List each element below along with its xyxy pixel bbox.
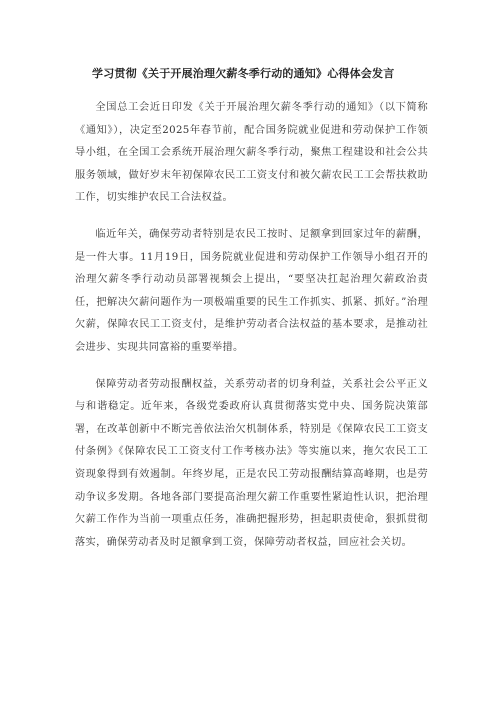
- document-body: [75, 97, 428, 568]
- paragraph-2: 临近年关，确保劳动者特别是农民工按时、足额拿到回家过年的薪酬，是一件大事。11月19日，国务院就业促进和劳动保护工作领导小组召开的治理欠薪冬季行动动员部署视频会上提出，“要坚决扛起治理欠薪政治责任，把解决欠薪问题作为一项极端重要的民生工作抓实、抓紧、抓好。”治理欠薪，保障农民工工资支付，是维护劳动者合法权益的基本要求，是推动社会进步、实现共同富裕的重要举措。: [75, 228, 428, 353]
- paragraph-1: 全国总工会近日印发《关于开展治理欠薪冬季行动的通知》（以下简称《通知》），决定至2025年春节前，配合国务院就业促进和劳动保护工作领导小组，在全国工会系统开展治理欠薪冬季行动，聚焦工程建设和社会公共服务领域，做好岁末年初保障农民工工资支付和被欠薪农民工工会帮扶救助工作，切实维护农民工合法权益。: [75, 102, 428, 204]
- paragraph-3: 保障劳动者劳动报酬权益，关系劳动者的切身利益，关系社会公平正义与和谐稳定。近年来，各级党委政府认真贯彻落实党中央、国务院决策部署，在改革创新中不断完善依法治欠机制体系，特别是《保障农民工工资支付条例》《保障农民工工资支付工作考核办法》等实施以来，拖欠农民工工资现象得到有效遏制。年终岁尾，正是农民工劳动报酬结算高峰期，也是劳动争议多发期。各地各部门要提高治理欠薪工作重要性紧迫性认识，把治理欠薪工作作为当前一项重点任务，准确把握形势，担起职责使命，狠抓贯彻落实，确保劳动者及时足额拿到工资，保障劳动者权益，回应社会关切。: [75, 378, 428, 548]
- document-title: 学习贯彻《关于开展治理欠薪冬季行动的通知》心得体会发言: [92, 67, 395, 80]
